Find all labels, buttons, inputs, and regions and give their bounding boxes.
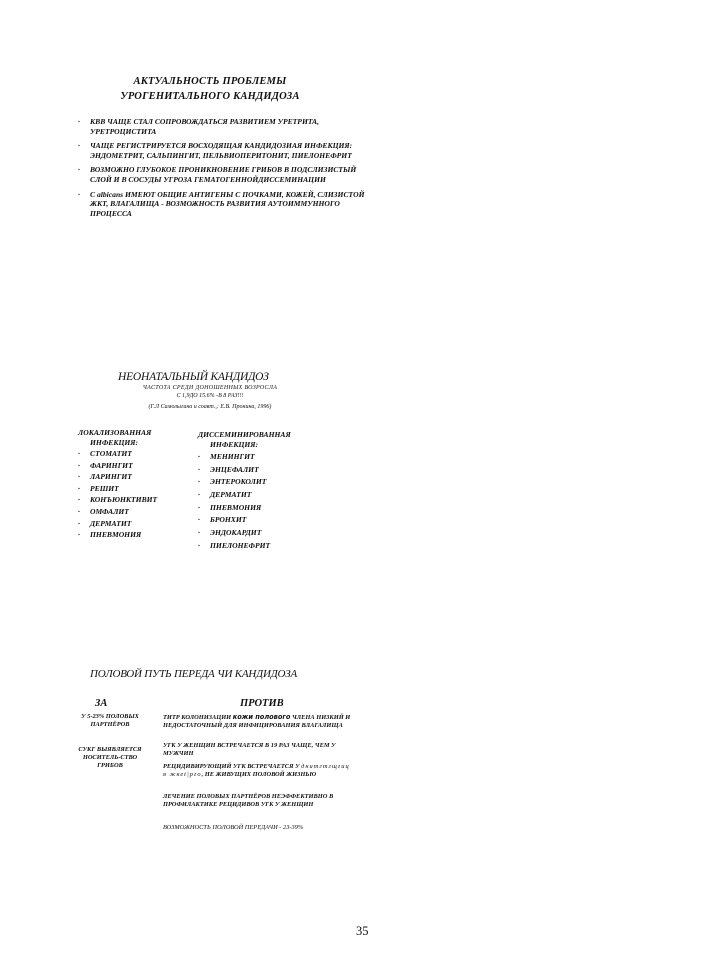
section3-title: ПОЛОВОЙ ПУТЬ ПЕРЕДА ЧИ КАНДИДОЗА — [90, 668, 298, 680]
list-item: · ПИЕЛОНЕФРИТ — [198, 540, 270, 553]
list-item: · БРОНХИТ — [198, 514, 270, 527]
con-heading: ПРОТИВ — [240, 698, 284, 709]
list-item: · ЭНЦЕФАЛИТ — [198, 464, 270, 477]
list-item: · ВОЗМОЖНО ГЛУБОКОЕ ПРОНИКНОВЕНИЕ ГРИБОВ В ПОДСЛИЗИСТЫЙ СЛОЙ И В СОСУДЫ УГРОЗА ГЕМАТОГЕННОЙДИССЕМИНАЦИИ — [78, 165, 378, 184]
list-item: · ДЕРМАТИТ — [198, 489, 270, 502]
con-item — [163, 713, 353, 731]
pro-heading: ЗА — [95, 698, 108, 709]
list-item: · КОНЪЮНКТИВИТ — [78, 494, 157, 506]
section2-title: НЕОНАТАЛЬНЫЙ КАНДИДОЗ — [118, 371, 269, 383]
section2-reference: (Г.Л Самолыгина и соавт.,: Е.В. Пронина, 1996) — [148, 404, 272, 410]
con-item-text: РЕЦИДИВИРУЮЩИЙ УГК ВСТРЕЧАЕТСЯ У — [163, 763, 300, 770]
list-item: · ПНЕВМОНИЯ — [78, 529, 157, 541]
page-number: 35 — [356, 924, 369, 938]
list-item: · ФАРИНГИТ — [78, 460, 157, 472]
list-item: · ЭНТЕРОКОЛИТ — [198, 476, 270, 489]
list-item: · ДЕРМАТИТ — [78, 518, 157, 530]
disseminated-heading-line1: ДИССЕМИНИРОВАННАЯ — [198, 430, 291, 439]
con-item-text: ТИТР КОЛОНИЗАЦИИ — [163, 714, 232, 721]
list-item: · ЛАРИНГИТ — [78, 471, 157, 483]
section1-list — [78, 117, 378, 223]
section1-title-line2: УРОГЕНИТАЛЬНОГО КАНДИДОЗА — [120, 91, 300, 102]
list-item: · ЧАЩЕ РЕГИСТРИРУЕТСЯ ВОСХОДЯЩАЯ КАНДИДОЗИАЯ ИНФЕКЦИЯ: ЭНДОМЕТРИТ, САЛЬПИНГИТ, ПЕЛЬВИОПЕРИТОНИТ, ПИЕЛОНЕФРИТ — [78, 141, 378, 160]
section2-subtitle-line2: С 1,9ДО 15.6% -В 8 РАЗ!!! — [176, 393, 244, 399]
pro-item: У 5-23% ПОЛОВЫХ ПАРТНЁРОВ — [81, 713, 139, 729]
localized-heading-line2: ИНФЕКЦИЯ: — [90, 438, 139, 447]
list-item: · СТОМАТИТ — [78, 448, 157, 460]
con-item-text: днитгтгщгиц я жкеt|рго — [163, 763, 350, 779]
section1-title-line1: АКТУАЛЬНОСТЬ ПРОБЛЕМЫ — [133, 76, 287, 87]
pro-item: СУКГ ВЫЯВЛЯЕТСЯ НОСИТЕЛЬ-СТВО ГРИБОВ — [78, 746, 142, 770]
con-item: ВОЗМОЖНОСТЬ ПОЛОВОЙ ПЕРЕДАЧИ - 23-39% — [163, 824, 304, 831]
localized-heading-line1: ЛОКАЛИЗОВАННАЯ — [78, 428, 152, 437]
list-item: · МЕНИНГИТ — [198, 451, 270, 464]
section1-title — [70, 74, 350, 104]
con-item-text: , НЕ ЖИВУЩИХ ПОЛОВОЙ ЖИЗНЬЮ — [201, 771, 317, 779]
list-item: · РЕШИТ — [78, 483, 157, 495]
con-item: ЛЕЧЕНИЕ ПОЛОВЫХ ПАРТНЁРОВ НЕЭФФЕКТИВНО В ПРОФИЛАКТИКЕ РЕЦИДИВОВ УГК У ЖЕНЩИН — [163, 793, 334, 809]
list-item: · ПНЕВМОНИЯ — [198, 502, 270, 515]
localized-list — [78, 448, 157, 541]
section2-subtitle-line1: ЧАСТОТА СРЕДИ ДОНОШЕННЫХ ВОЗРОСЛА — [142, 385, 278, 391]
con-item-text: ЧЛЕНА НИЗКИЙ И НЕДОСТАТОЧНЫЙ ДЛЯ ИНФИЦИРОВАНИЯ ВЛАГАЛИЩА — [163, 714, 351, 730]
list-item: · С albicans ИМЕЮТ ОБЩИЕ АНТИГЕНЫ С ПОЧКАМИ, КОЖЕЙ, СЛИЗИСТОЙ ЖКТ, ВЛАГАЛИЩА - ВОЗМОЖНОСТЬ РАЗВИТИЯ АУТОИММУННОГО ПРОЦЕССА — [78, 190, 378, 219]
disseminated-list — [198, 451, 270, 553]
list-item: · КВВ ЧАЩЕ СТАЛ СОПРОВОЖДАТЬСЯ РАЗВИТИЕМ УРЕТРИТА, УРЕТРОЦИСТИТА — [78, 117, 378, 136]
con-item-text: кожи полового — [232, 713, 291, 721]
disseminated-heading-line2: ИНФЕКЦИЯ: — [210, 440, 259, 449]
list-item: · ЭНДОКАРДИТ — [198, 527, 270, 540]
con-item: УГК У ЖЕНЩИН ВСТРЕЧАЕТСЯ В 19 РАЗ ЧАЩЕ, ЧЕМ У МУЖЧИН — [163, 742, 336, 758]
list-item: · ОМФАЛИТ — [78, 506, 157, 518]
con-item — [163, 763, 353, 780]
